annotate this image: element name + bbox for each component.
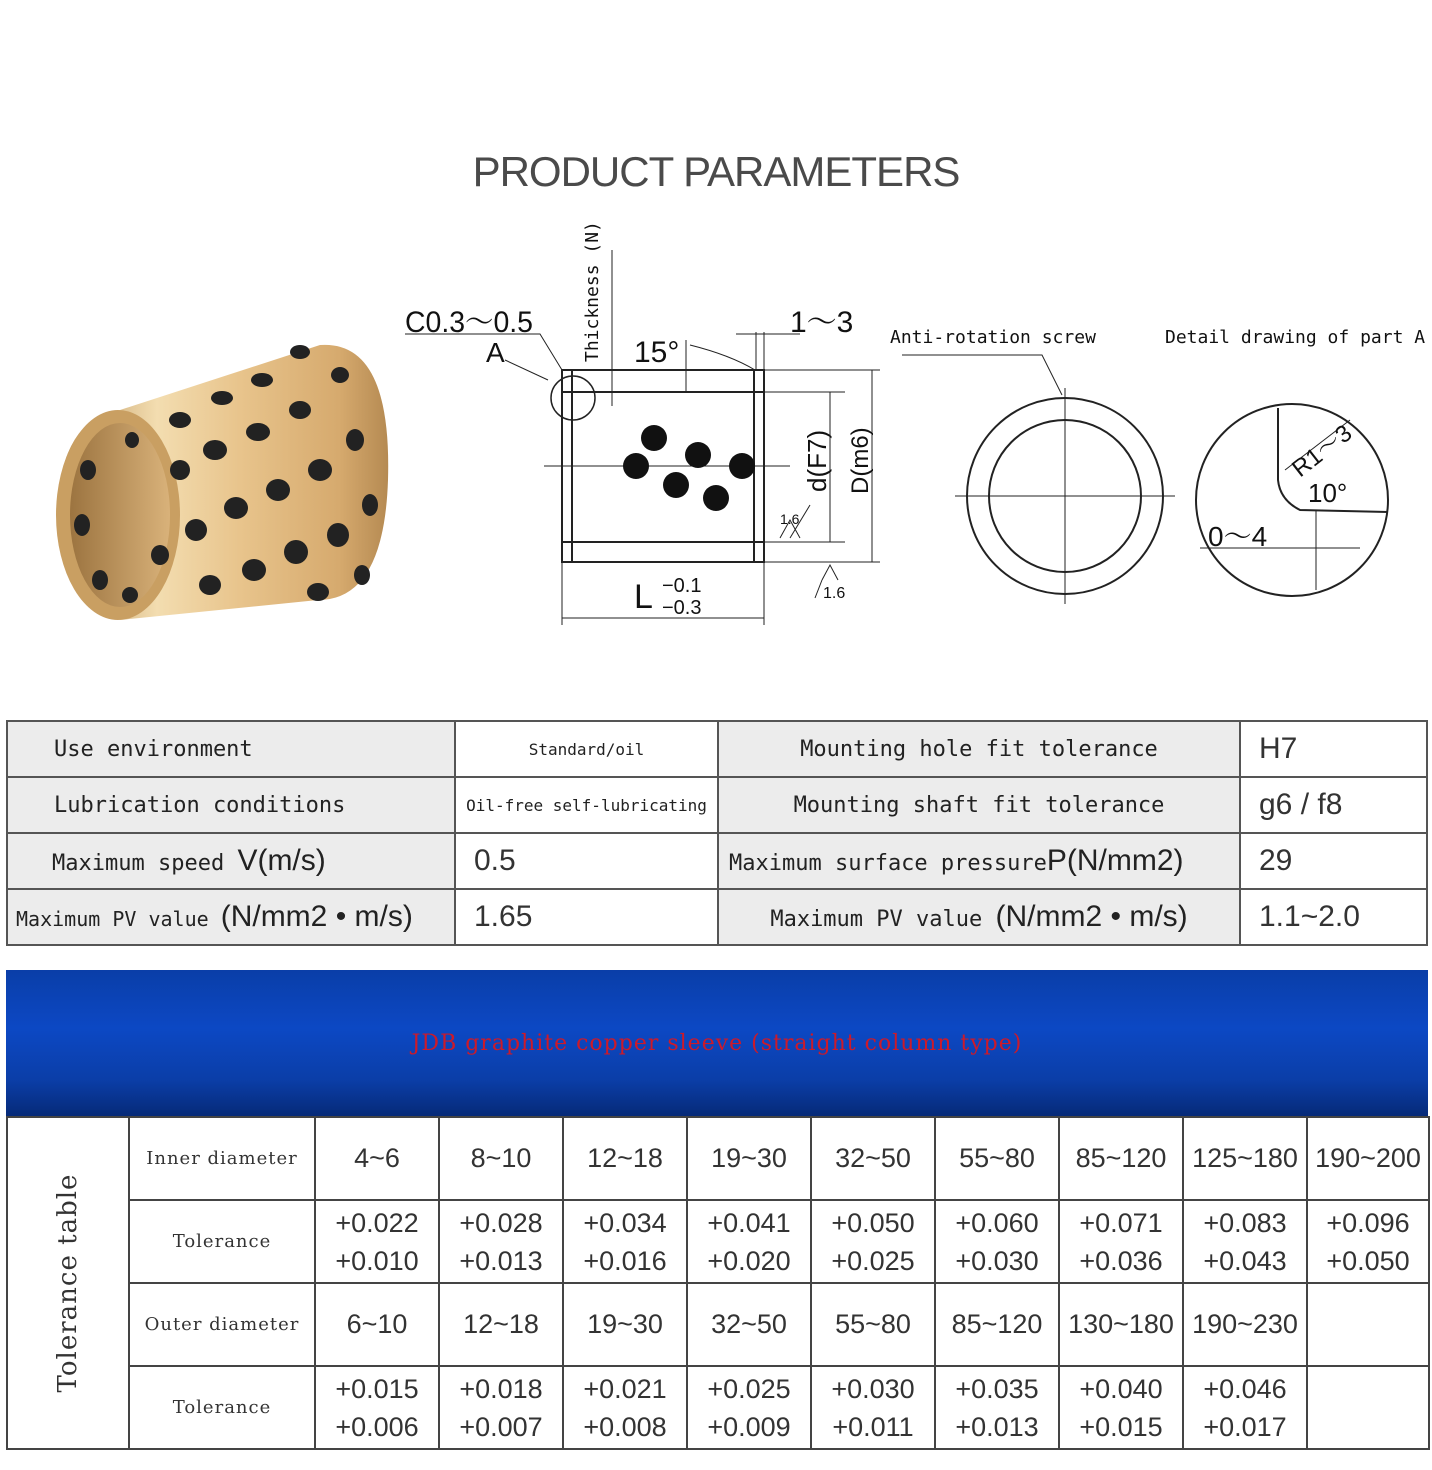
param-value: 1.1~2.0 <box>1240 889 1427 945</box>
page-title: PRODUCT PARAMETERS <box>472 148 960 195</box>
table-cell <box>811 1366 935 1449</box>
param-label: Maximum speed <box>52 851 225 876</box>
param-value: Oil-free self-lubricating <box>455 777 718 833</box>
banner-title: JDB graphite copper sleeve (straight column type) <box>411 1030 1023 1056</box>
tol-upper: +0.030 <box>831 1373 915 1404</box>
param-value: 1.65 <box>455 889 718 945</box>
tolerance-side-cell <box>7 1117 129 1449</box>
table-cell <box>935 1366 1059 1449</box>
detail-angle-label: 10° <box>1308 478 1348 508</box>
param-label: Maximum surface pressure <box>729 851 1047 876</box>
table-cell <box>315 1366 439 1449</box>
anti-rotation-label: Anti-rotation screw <box>890 327 1096 348</box>
table-cell: 55~80 <box>935 1117 1059 1200</box>
param-label-cell <box>7 833 455 889</box>
param-label: Maximum PV value <box>16 907 209 931</box>
table-cell: 8~10 <box>439 1117 563 1200</box>
tol-upper: +0.041 <box>707 1207 791 1238</box>
table-cell <box>563 1366 687 1449</box>
param-value: 0.5 <box>455 833 718 889</box>
inner-diameter-row <box>7 1117 1429 1200</box>
roughness-inner-label: 1.6 <box>780 511 800 527</box>
tol-lower: +0.015 <box>1079 1411 1163 1442</box>
param-value: 29 <box>1240 833 1427 889</box>
param-row <box>7 721 1427 777</box>
param-label-cell <box>7 889 455 945</box>
table-cell: 4~6 <box>315 1117 439 1200</box>
detail-view <box>1196 404 1388 596</box>
param-label-cell <box>718 833 1240 889</box>
param-label-cell <box>718 889 1240 945</box>
angle-label: 15° <box>634 336 680 369</box>
table-cell <box>439 1200 563 1283</box>
row-label: Outer diameter <box>129 1283 315 1366</box>
thickness-label: Thickness (N) <box>582 221 603 362</box>
tol-upper: +0.015 <box>335 1373 419 1404</box>
table-cell: 190~230 <box>1183 1283 1307 1366</box>
length-tol-upper: −0.1 <box>662 575 702 597</box>
tol-upper: +0.046 <box>1203 1373 1287 1404</box>
tol-upper: +0.050 <box>831 1207 915 1238</box>
param-row <box>7 889 1427 945</box>
length-tol-lower: −0.3 <box>662 597 702 619</box>
table-cell: 32~50 <box>811 1117 935 1200</box>
roughness-outer-label: 1.6 <box>823 585 846 602</box>
param-value: H7 <box>1240 721 1427 777</box>
tol-lower: +0.013 <box>459 1245 543 1276</box>
table-cell: 6~10 <box>315 1283 439 1366</box>
table-cell <box>1059 1366 1183 1449</box>
inner-tolerance-row <box>7 1200 1429 1283</box>
param-row <box>7 777 1427 833</box>
tol-upper: +0.018 <box>459 1373 543 1404</box>
table-cell <box>439 1366 563 1449</box>
param-row <box>7 833 1427 889</box>
tol-lower: +0.050 <box>1326 1245 1410 1276</box>
inner-d-label: d(F7) <box>802 429 832 492</box>
product-banner <box>6 970 1428 1116</box>
table-cell <box>563 1200 687 1283</box>
tol-upper: +0.034 <box>583 1207 667 1238</box>
tol-lower: +0.007 <box>459 1411 543 1442</box>
tol-lower: +0.011 <box>832 1411 914 1442</box>
param-unit: V(m/s) <box>237 844 326 877</box>
table-cell <box>1183 1200 1307 1283</box>
param-unit: (N/mm2 • m/s) <box>995 900 1188 933</box>
tol-upper: +0.071 <box>1079 1207 1163 1238</box>
table-cell <box>315 1200 439 1283</box>
tolerance-side-label: Tolerance table <box>53 1173 83 1393</box>
table-cell: 85~120 <box>935 1283 1059 1366</box>
tol-upper: +0.028 <box>459 1207 543 1238</box>
table-cell: 19~30 <box>563 1283 687 1366</box>
table-cell <box>1183 1366 1307 1449</box>
tol-lower: +0.008 <box>583 1411 667 1442</box>
detail-title-label: Detail drawing of part A <box>1165 327 1426 348</box>
tol-upper: +0.060 <box>955 1207 1039 1238</box>
table-cell: 19~30 <box>687 1117 811 1200</box>
table-cell <box>687 1200 811 1283</box>
point-a-label: A <box>486 337 505 368</box>
outer-diameter-row <box>7 1283 1429 1366</box>
table-cell: 55~80 <box>811 1283 935 1366</box>
table-cell-empty <box>1307 1366 1429 1449</box>
table-cell-empty <box>1307 1283 1429 1366</box>
detail-depth-label: 0～4 <box>1208 521 1268 552</box>
outer-tolerance-row <box>7 1366 1429 1449</box>
detail-radius-label: R1～3 <box>1287 419 1358 483</box>
outer-d-label: D(m6) <box>847 427 874 494</box>
tolerance-table <box>6 1116 1430 1450</box>
bushing-photo <box>56 345 388 620</box>
tol-upper: +0.035 <box>955 1373 1039 1404</box>
tol-lower: +0.017 <box>1203 1411 1287 1442</box>
tol-upper: +0.096 <box>1326 1207 1410 1238</box>
param-label: Mounting hole fit tolerance <box>718 721 1240 777</box>
table-cell: 12~18 <box>563 1117 687 1200</box>
table-cell: 130~180 <box>1059 1283 1183 1366</box>
table-cell: 125~180 <box>1183 1117 1307 1200</box>
tol-lower: +0.010 <box>335 1245 419 1276</box>
length-label: L <box>634 578 653 616</box>
tol-lower: +0.030 <box>955 1245 1039 1276</box>
param-value: Standard/oil <box>455 721 718 777</box>
tol-lower: +0.006 <box>335 1411 419 1442</box>
technical-illustration <box>0 200 1432 640</box>
tol-lower: +0.043 <box>1203 1245 1287 1276</box>
chamfer-label: C0.3～0.5 <box>405 306 533 339</box>
param-unit: P(N/mm2) <box>1046 844 1184 877</box>
row-label: Tolerance <box>129 1366 315 1449</box>
tol-upper: +0.022 <box>335 1207 419 1238</box>
param-unit: (N/mm2 • m/s) <box>220 900 413 933</box>
row-label: Inner diameter <box>129 1117 315 1200</box>
table-cell <box>1307 1200 1429 1283</box>
parameter-table <box>6 720 1428 946</box>
ring-view <box>902 355 1175 604</box>
table-cell: 85~120 <box>1059 1117 1183 1200</box>
tol-lower: +0.016 <box>583 1245 667 1276</box>
groove-label: 1～3 <box>790 306 854 339</box>
tol-lower: +0.013 <box>955 1411 1039 1442</box>
param-label: Mounting shaft fit tolerance <box>718 777 1240 833</box>
table-cell: 32~50 <box>687 1283 811 1366</box>
table-cell <box>935 1200 1059 1283</box>
table-cell <box>811 1200 935 1283</box>
tol-lower: +0.025 <box>831 1245 915 1276</box>
tol-upper: +0.083 <box>1203 1207 1287 1238</box>
tol-upper: +0.021 <box>583 1373 667 1404</box>
tol-lower: +0.020 <box>707 1245 791 1276</box>
param-label: Lubrication conditions <box>7 777 455 833</box>
row-label: Tolerance <box>129 1200 315 1283</box>
param-label: Use environment <box>7 721 455 777</box>
tol-lower: +0.009 <box>707 1411 791 1442</box>
table-cell <box>687 1366 811 1449</box>
tol-lower: +0.036 <box>1079 1245 1163 1276</box>
table-cell <box>1059 1200 1183 1283</box>
tol-upper: +0.025 <box>707 1373 791 1404</box>
table-cell: 190~200 <box>1307 1117 1429 1200</box>
table-cell: 12~18 <box>439 1283 563 1366</box>
param-value: g6 / f8 <box>1240 777 1427 833</box>
tol-upper: +0.040 <box>1079 1373 1163 1404</box>
param-label: Maximum PV value <box>770 907 983 932</box>
